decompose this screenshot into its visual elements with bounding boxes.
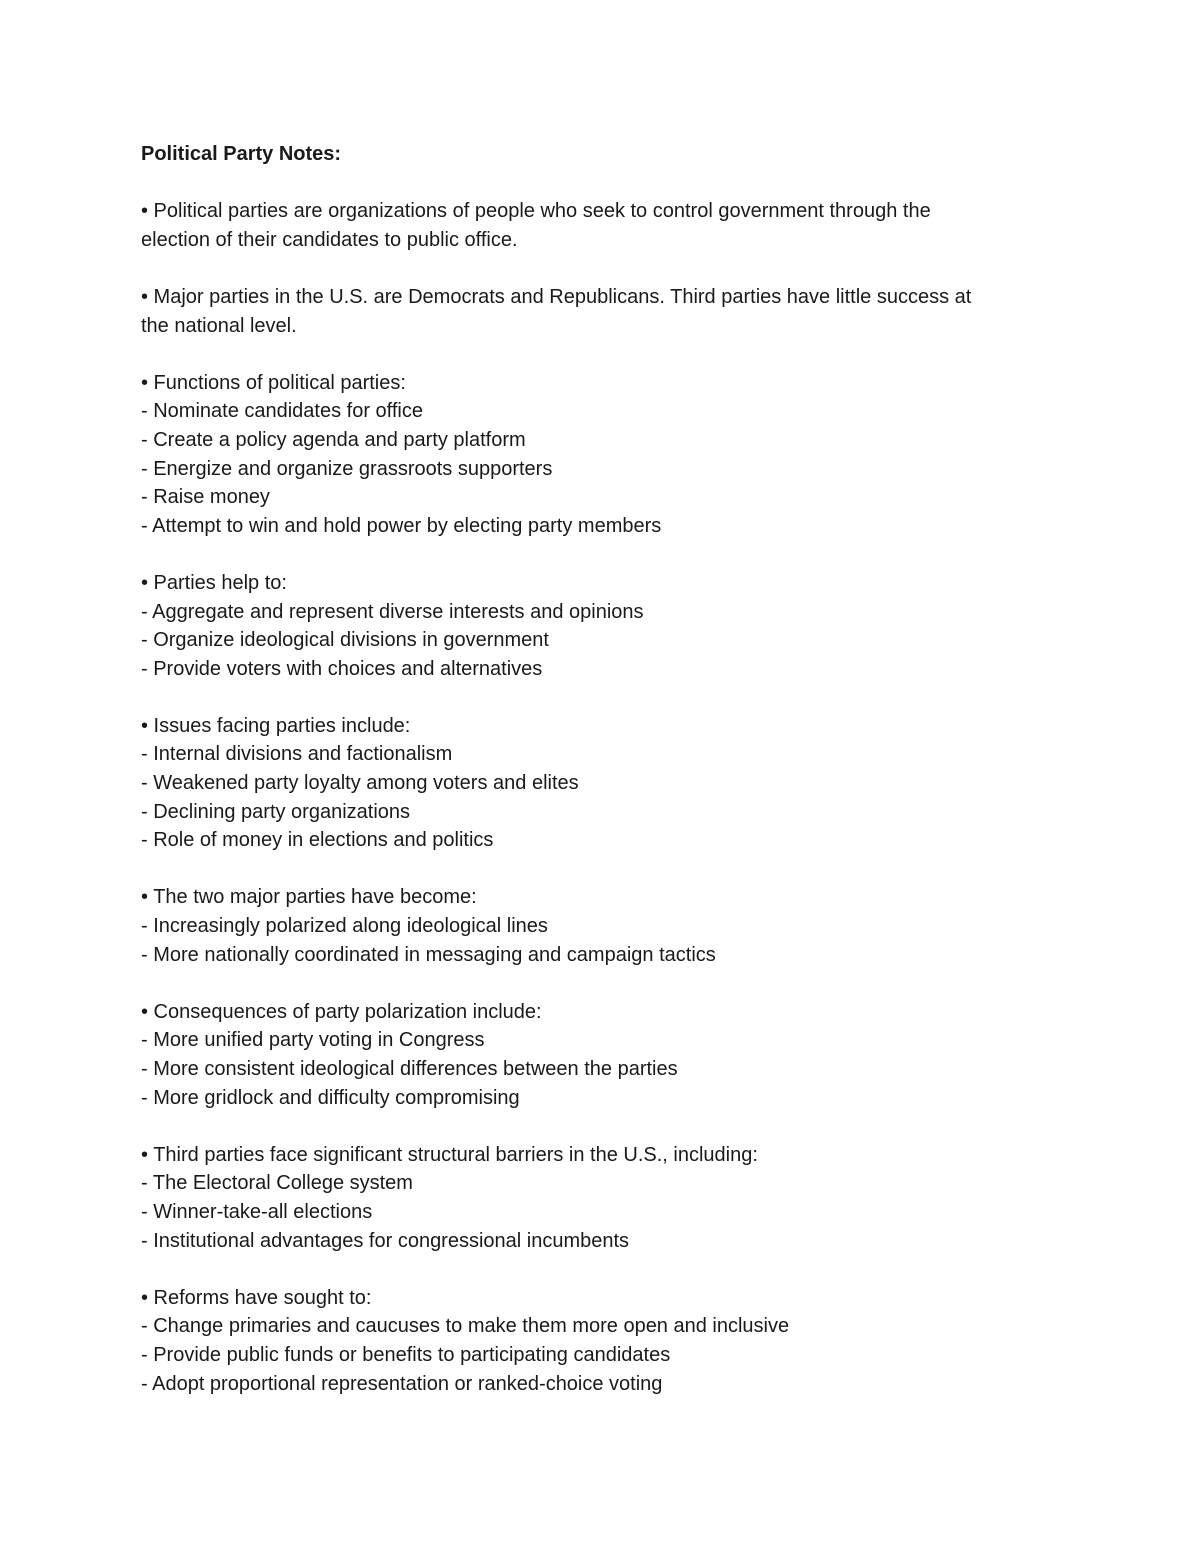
sub-item: - More gridlock and difficulty compromising (141, 1086, 520, 1109)
notes-section (141, 569, 1061, 683)
document-title: Political Party Notes: (141, 143, 342, 165)
bullet-point: • Functions of political parties: (141, 371, 406, 394)
sub-item: - Declining party organizations (141, 800, 411, 823)
notes-section (141, 998, 1061, 1112)
sub-item: - Change primaries and caucuses to make them more open and inclusive (141, 1315, 790, 1338)
bullet-point: • The two major parties have become: (141, 886, 477, 909)
bullet-point: • Third parties face significant structural barriers in the U.S., including: (141, 1143, 758, 1166)
notes-section (141, 1284, 1061, 1398)
sub-item: election of their candidates to public office. (141, 228, 518, 251)
sub-item: - Nominate candidates for office (141, 400, 424, 423)
sub-item: - Attempt to win and hold power by electing party members (141, 514, 662, 537)
sub-item: - Role of money in elections and politics (141, 829, 494, 852)
sub-item: - Create a policy agenda and party platform (141, 428, 526, 451)
sub-item: - More consistent ideological differences between the parties (141, 1058, 678, 1080)
sub-item: the national level. (141, 314, 297, 337)
sub-item: - Winner-take-all elections (141, 1200, 373, 1223)
sub-item: - Raise money (141, 486, 270, 509)
sub-item: - Organize ideological divisions in government (141, 629, 549, 652)
bullet-point: • Consequences of party polarization include: (141, 1000, 542, 1023)
notes-section (141, 197, 1061, 254)
sub-item: - More nationally coordinated in messaging and campaign tactics (141, 943, 716, 966)
bullet-point: • Issues facing parties include: (141, 714, 411, 737)
sub-item: - Increasingly polarized along ideological lines (141, 915, 548, 938)
sub-item: - Weakened party loyalty among voters and elites (141, 772, 579, 795)
sub-item: - Adopt proportional representation or ranked-choice voting (141, 1372, 663, 1395)
bullet-point: • Political parties are organizations of people who seek to control government through the (141, 200, 931, 223)
bullet-point: • Reforms have sought to: (141, 1286, 372, 1309)
sub-item: - Provide public funds or benefits to participating candidates (141, 1343, 671, 1366)
sub-item: - More unified party voting in Congress (141, 1029, 485, 1052)
notes-section (141, 283, 1061, 340)
sub-item: - Energize and organize grassroots supporters (141, 457, 553, 480)
sub-item: - The Electoral College system (141, 1172, 413, 1195)
sub-item: - Institutional advantages for congressional incumbents (141, 1229, 630, 1252)
notes-section (141, 712, 1061, 855)
notes-body (141, 197, 1061, 1398)
sub-item: - Aggregate and represent diverse interests and opinions (141, 600, 644, 623)
notes-section (141, 883, 1061, 969)
notes-section (141, 369, 1061, 541)
sub-item: - Provide voters with choices and alternatives (141, 657, 543, 680)
document-page (141, 140, 1061, 1398)
bullet-point: • Major parties in the U.S. are Democrats and Republicans. Third parties have little success at (141, 285, 972, 308)
bullet-point: • Parties help to: (141, 571, 287, 594)
sub-item: - Internal divisions and factionalism (141, 743, 453, 766)
notes-section (141, 1141, 1061, 1255)
